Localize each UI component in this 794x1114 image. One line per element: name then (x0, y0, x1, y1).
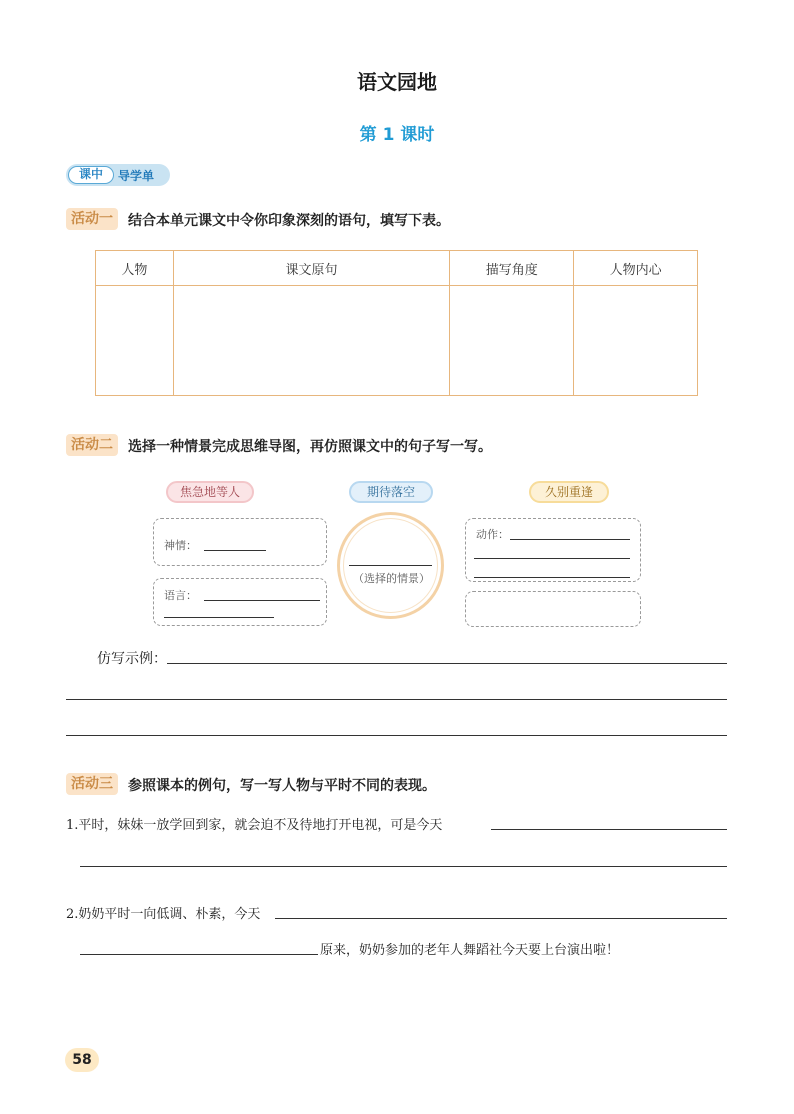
scene-pill-waiting[interactable]: 焦急地等人 (166, 481, 254, 503)
activity-1-instruction: 结合本单元课文中令你印象深刻的语句，填写下表。 (128, 213, 450, 229)
question-2-blank-2[interactable] (80, 954, 318, 955)
question-1: 1.平时，妹妹一放学回到家，就会迫不及待地打开电视，可是今天 (66, 818, 443, 833)
scene-pill-disappointed[interactable]: 期待落空 (349, 481, 433, 503)
action-blank-2[interactable] (474, 558, 630, 559)
table-header-cell: 人物 (96, 251, 174, 286)
question-2-blank-1[interactable] (275, 918, 727, 919)
scene-circle-inner (343, 518, 438, 613)
scene-blank[interactable] (349, 565, 432, 566)
question-1-blank-2[interactable] (80, 866, 727, 867)
question-2-ending: 原来，奶奶参加的老年人舞蹈社今天要上台演出啦！ (320, 943, 620, 958)
activity-1-tag: 活动一 (66, 208, 118, 230)
example-blank-3[interactable] (66, 735, 727, 736)
table-header-cell: 课文原句 (173, 251, 450, 286)
table-cell-input[interactable] (450, 286, 574, 396)
section-badge (66, 164, 170, 186)
page-number: 58 (65, 1048, 99, 1072)
table-cell-input[interactable] (96, 286, 174, 396)
speech-blank-1[interactable] (204, 600, 320, 601)
extra-box[interactable] (465, 591, 641, 627)
question-2: 2.奶奶平时一向低调、朴素，今天 (66, 907, 261, 922)
example-blank-1[interactable] (167, 663, 727, 664)
table-row (96, 286, 698, 396)
expression-label: 神情： (164, 539, 197, 552)
activity-3-instruction: 参照课本的例句，写一写人物与平时不同的表现。 (128, 778, 436, 794)
action-label: 动作： (476, 528, 509, 541)
page-title: 语文园地 (357, 70, 437, 94)
activity-2-instruction: 选择一种情景完成思维导图，再仿照课文中的句子写一写。 (128, 439, 492, 455)
badge-part-2: 导学单 (118, 169, 155, 183)
table-cell-input[interactable] (173, 286, 450, 396)
badge-part-1: 课中 (68, 166, 114, 184)
action-blank-1[interactable] (510, 539, 630, 540)
table-header-cell: 人物内心 (574, 251, 698, 286)
table-header-cell: 描写角度 (450, 251, 574, 286)
scene-pill-reunion[interactable]: 久别重逢 (529, 481, 609, 503)
example-blank-2[interactable] (66, 699, 727, 700)
question-1-blank-1[interactable] (491, 829, 727, 830)
table-cell-input[interactable] (574, 286, 698, 396)
example-label: 仿写示例： (97, 651, 167, 667)
speech-blank-2[interactable] (164, 617, 274, 618)
speech-label: 语言： (164, 589, 197, 602)
action-box (465, 518, 641, 582)
activity-3-tag: 活动三 (66, 773, 118, 795)
action-blank-3[interactable] (474, 577, 630, 578)
lesson-subtitle: 第 1 课时 (359, 125, 435, 145)
activity-2-tag: 活动二 (66, 434, 118, 456)
expression-blank[interactable] (204, 550, 266, 551)
speech-box (153, 578, 327, 626)
expression-box (153, 518, 327, 566)
table-header-row (96, 251, 698, 286)
scene-label: （选择的情景） (353, 572, 430, 585)
activity-1-table (95, 250, 698, 396)
